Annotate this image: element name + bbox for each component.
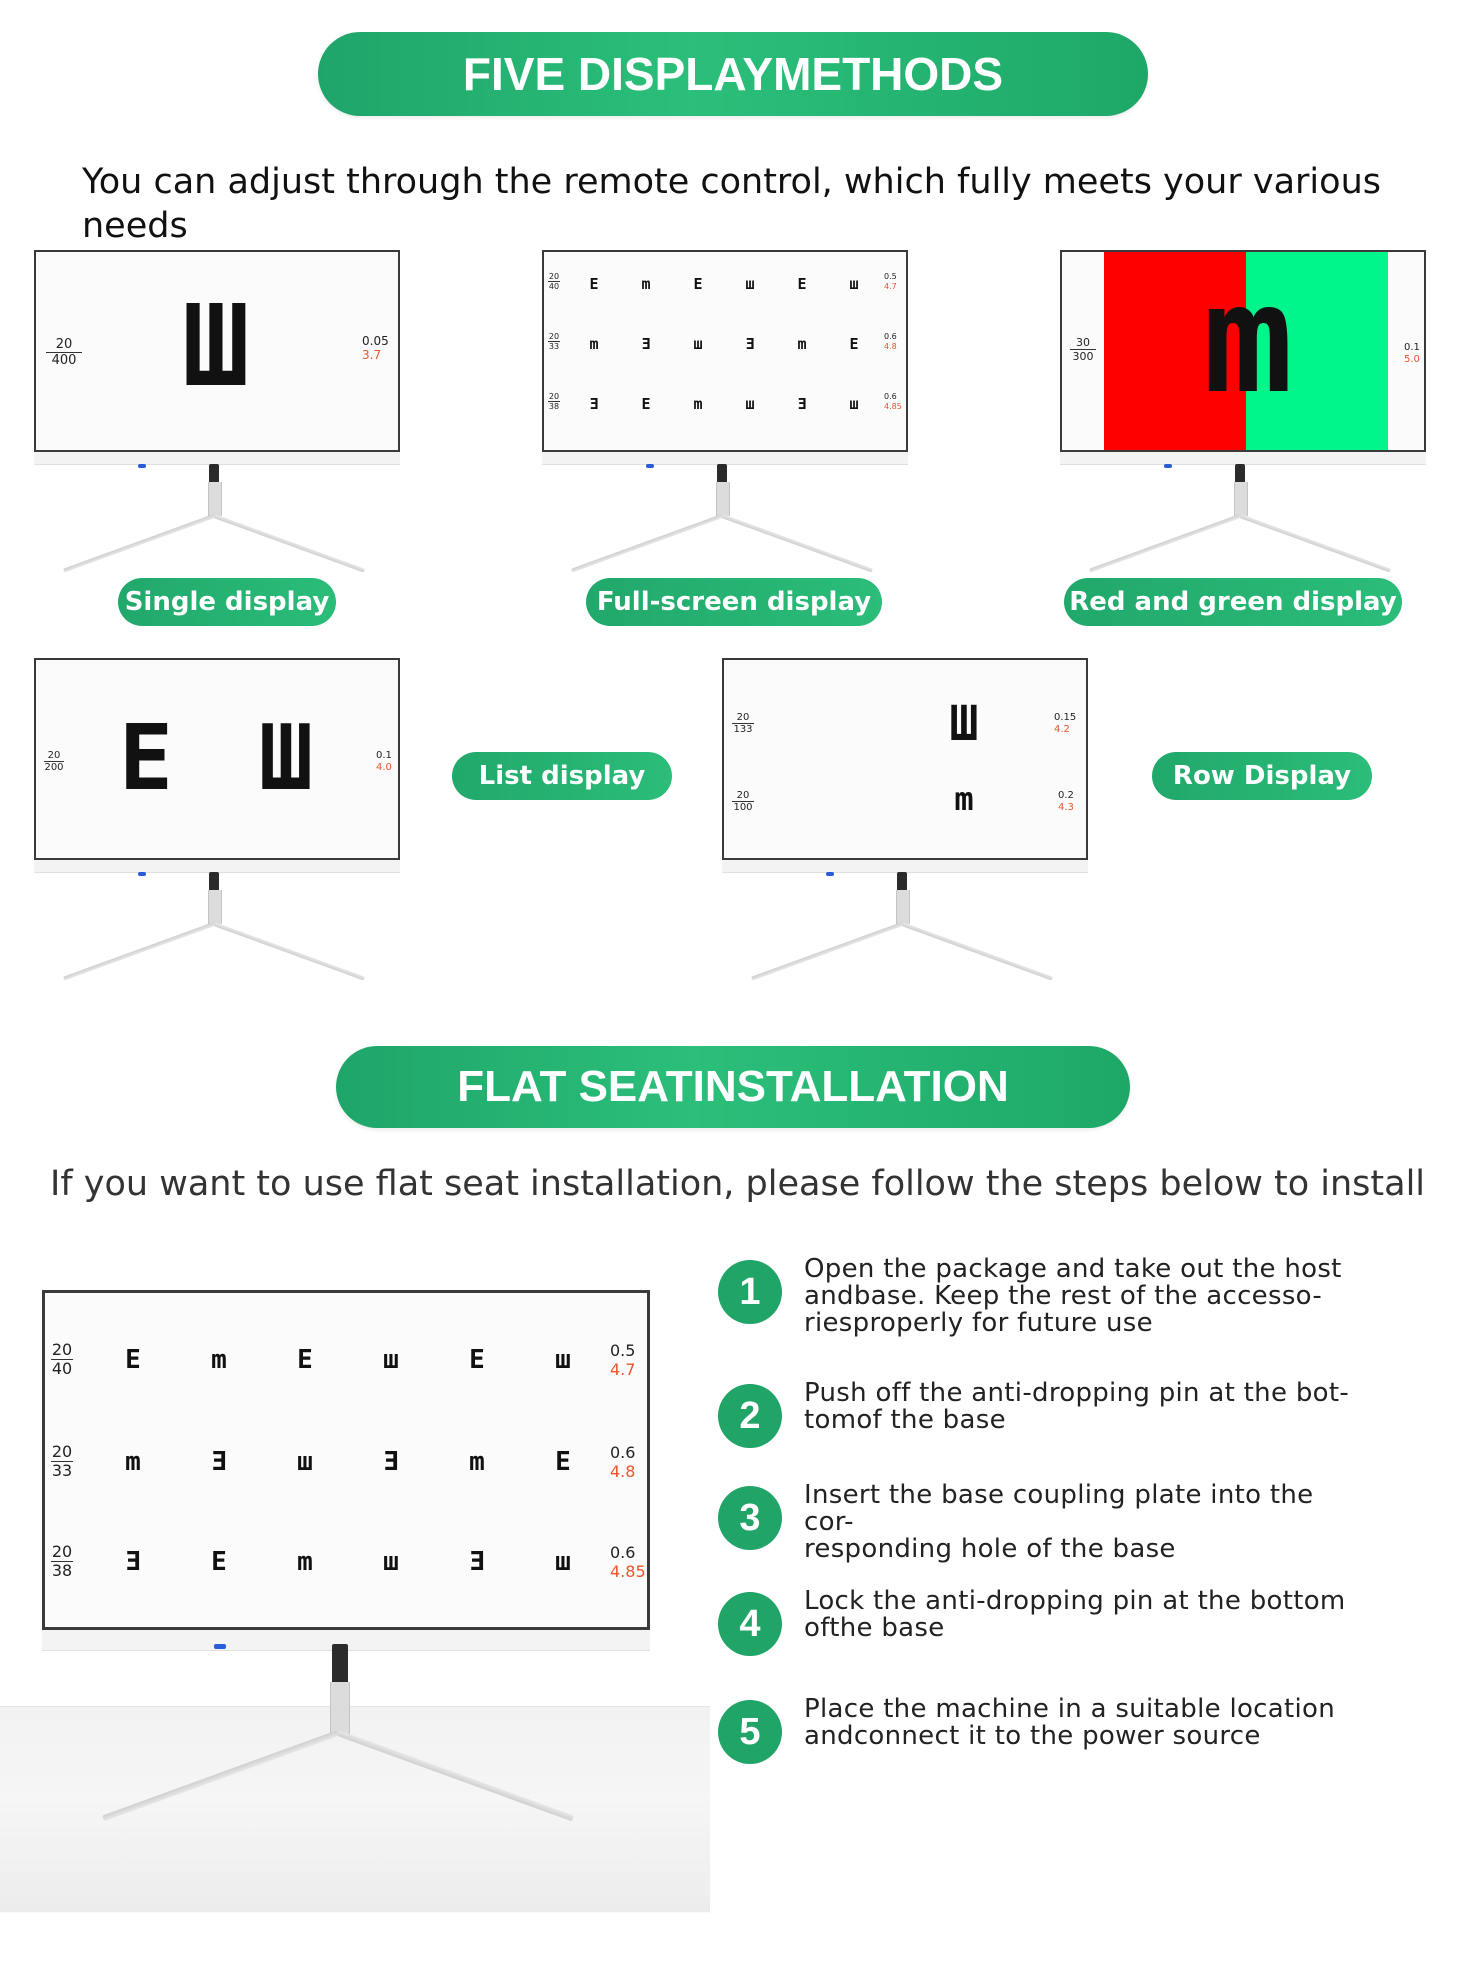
acuity-score bbox=[610, 1543, 646, 1581]
fraction-denominator: 33 bbox=[548, 342, 560, 351]
label-single-display: Single display bbox=[118, 578, 336, 626]
step-text bbox=[804, 1482, 1364, 1563]
step-text-line: Lock the anti-dropping pin at the bottom bbox=[804, 1586, 1346, 1616]
power-led bbox=[138, 872, 146, 876]
step-text-line: Push off the anti-dropping pin at the bot- bbox=[804, 1378, 1350, 1408]
step-number-5: 5 bbox=[718, 1700, 782, 1764]
step-text-line: tomof the base bbox=[804, 1405, 1006, 1435]
acuity-fraction bbox=[548, 392, 560, 411]
fraction-denominator: 38 bbox=[548, 402, 560, 411]
step-text bbox=[804, 1696, 1364, 1750]
fraction-numerator: 20 bbox=[51, 1542, 73, 1561]
section-title: FLAT SEATINSTALLATION bbox=[457, 1062, 1009, 1111]
optotype: m bbox=[211, 1345, 227, 1375]
optotype: E bbox=[797, 275, 807, 293]
section-subtitle: You can adjust through the remote control, which fully meets your various needs bbox=[82, 162, 1381, 246]
acuity-fraction bbox=[51, 1443, 73, 1480]
optotype: Ш bbox=[182, 282, 250, 412]
power-led bbox=[214, 1644, 226, 1649]
score-logmar: 4.85 bbox=[610, 1562, 646, 1582]
optotype: m bbox=[125, 1447, 141, 1477]
optotype: m bbox=[469, 1447, 485, 1477]
monitor-screen bbox=[34, 658, 400, 860]
optotype: Ǝ bbox=[797, 395, 807, 413]
optotype: ш bbox=[383, 1345, 399, 1375]
score-decimal: 0.6 bbox=[610, 1543, 636, 1562]
optotype: E bbox=[469, 1345, 485, 1375]
stand-neck bbox=[1235, 464, 1245, 484]
step-text-line: responding hole of the base bbox=[804, 1534, 1176, 1564]
optotype: Ǝ bbox=[469, 1547, 485, 1577]
optotype: Ш bbox=[258, 706, 314, 811]
fraction-numerator: 20 bbox=[51, 1442, 73, 1461]
acuity-fraction bbox=[51, 1341, 73, 1378]
optotype: E bbox=[849, 335, 859, 353]
optotype: ш bbox=[555, 1547, 571, 1577]
stand-leg-right bbox=[213, 514, 365, 572]
optotype: ш bbox=[297, 1447, 313, 1477]
optotype: ш bbox=[849, 275, 859, 293]
optotype: Ǝ bbox=[641, 335, 651, 353]
score-decimal: 0.6 bbox=[884, 332, 897, 341]
section-title-banner bbox=[336, 1046, 1130, 1128]
label-redgreen-display: Red and green display bbox=[1064, 578, 1402, 626]
step-text-line: Insert the base coupling plate into the cor- bbox=[804, 1480, 1314, 1537]
step-text-line: Open the package and take out the host bbox=[804, 1254, 1342, 1284]
stand-column bbox=[896, 890, 910, 924]
acuity-fraction bbox=[548, 332, 560, 351]
step-text-line: ofthe base bbox=[804, 1613, 945, 1643]
stand-leg-left bbox=[1089, 514, 1241, 572]
stand-leg-right bbox=[337, 1730, 574, 1821]
step-number-4: 4 bbox=[718, 1592, 782, 1656]
acuity-score: 0.1 5.0 bbox=[1404, 342, 1420, 365]
optotype: Ǝ bbox=[383, 1447, 399, 1477]
acuity-score bbox=[884, 272, 897, 291]
stand-leg-left bbox=[571, 514, 723, 572]
label-row-display: Row Display bbox=[1152, 752, 1372, 800]
stand-leg-left bbox=[63, 514, 215, 572]
monitor-row-display bbox=[722, 658, 1088, 958]
optotype: Ǝ bbox=[125, 1547, 141, 1577]
label-list-display: List display bbox=[452, 752, 672, 800]
monitor-fullscreen-display bbox=[542, 250, 908, 550]
optotype: m bbox=[297, 1547, 313, 1577]
stand-leg-right bbox=[213, 922, 365, 980]
acuity-score bbox=[610, 1443, 635, 1481]
step-text bbox=[804, 1588, 1364, 1642]
fraction-denominator: 38 bbox=[51, 1561, 73, 1580]
acuity-score: 0.15 4.2 bbox=[1054, 712, 1077, 735]
acuity-fraction: $\frac{20}{133}$ bbox=[733, 712, 753, 735]
fraction-denominator: 33 bbox=[51, 1461, 73, 1480]
optotype: E bbox=[211, 1547, 227, 1577]
acuity-score: 0.1 4.0 bbox=[376, 750, 392, 773]
optotype: E bbox=[693, 275, 703, 293]
optotype: ш bbox=[555, 1345, 571, 1375]
score-logmar: 4.85 bbox=[884, 401, 902, 411]
stand-neck bbox=[209, 464, 219, 484]
optotype: E bbox=[589, 275, 599, 293]
acuity-fraction: $\frac{30}{300}$ bbox=[1070, 336, 1096, 363]
score-logmar: 4.8 bbox=[610, 1462, 636, 1482]
power-led bbox=[646, 464, 654, 468]
stand-neck bbox=[332, 1644, 348, 1684]
optotype: Ǝ bbox=[211, 1447, 227, 1477]
fraction-numerator: 20 bbox=[51, 1340, 73, 1359]
section-title-banner bbox=[318, 32, 1148, 116]
step-number-1: 1 bbox=[718, 1260, 782, 1324]
optotype: Ш bbox=[949, 696, 979, 752]
optotype: E bbox=[125, 1345, 141, 1375]
optotype: m bbox=[641, 275, 651, 293]
stand-column bbox=[330, 1682, 350, 1734]
optotype: E bbox=[555, 1447, 571, 1477]
stand-column bbox=[1234, 482, 1248, 516]
acuity-fraction: $\frac{20}{200}$ bbox=[44, 750, 64, 773]
optotype: ш bbox=[849, 395, 859, 413]
fraction-denominator: 40 bbox=[51, 1359, 73, 1378]
section-title: FIVE DISPLAYMETHODS bbox=[462, 48, 1004, 100]
optotype: m bbox=[589, 335, 599, 353]
stand-column bbox=[716, 482, 730, 516]
step-text-line: andbase. Keep the rest of the accesso- bbox=[804, 1281, 1323, 1311]
monitor-screen bbox=[34, 250, 400, 452]
stand-neck bbox=[209, 872, 219, 892]
fraction-numerator: 20 bbox=[548, 332, 560, 341]
score-logmar: 4.7 bbox=[610, 1360, 636, 1380]
acuity-score bbox=[884, 332, 897, 351]
monitor-screen bbox=[42, 1290, 650, 1630]
score-decimal: 0.5 bbox=[610, 1341, 636, 1360]
score-decimal: 0.6 bbox=[610, 1443, 636, 1462]
step-number-3: 3 bbox=[718, 1486, 782, 1550]
monitor-screen bbox=[1060, 250, 1426, 452]
optotype: m bbox=[1202, 253, 1294, 427]
monitor-screen bbox=[542, 250, 908, 452]
optotype: ш bbox=[745, 275, 755, 293]
optotype: E bbox=[118, 706, 174, 811]
optotype: m bbox=[954, 780, 974, 818]
optotype: m bbox=[693, 395, 703, 413]
acuity-score bbox=[610, 1341, 635, 1379]
acuity-score bbox=[884, 392, 902, 411]
monitor-screen bbox=[722, 658, 1088, 860]
fraction-denominator: 40 bbox=[548, 282, 560, 291]
optotype: ш bbox=[383, 1547, 399, 1577]
label-fullscreen-display: Full-screen display bbox=[586, 578, 882, 626]
acuity-fraction: $\frac{20}{100}$ bbox=[733, 790, 753, 813]
step-text-line: andconnect it to the power source bbox=[804, 1721, 1261, 1751]
stand-leg-left bbox=[751, 922, 903, 980]
stand-leg-right bbox=[901, 922, 1053, 980]
stand-column bbox=[208, 890, 222, 924]
power-led bbox=[826, 872, 834, 876]
acuity-score: 0.2 4.3 bbox=[1058, 790, 1074, 813]
fraction-numerator: 20 bbox=[548, 392, 560, 401]
power-led bbox=[1164, 464, 1172, 468]
stand-leg-right bbox=[721, 514, 873, 572]
optotype: ш bbox=[745, 395, 755, 413]
acuity-score: 0.05 3.7 bbox=[362, 334, 389, 363]
optotype: E bbox=[297, 1345, 313, 1375]
optotype: Ǝ bbox=[589, 395, 599, 413]
step-text bbox=[804, 1380, 1364, 1434]
step-text-line: riesproperly for future use bbox=[804, 1308, 1153, 1338]
score-logmar: 4.7 bbox=[884, 281, 897, 291]
acuity-fraction: $\frac{20}{400}$ bbox=[46, 337, 82, 368]
acuity-fraction bbox=[548, 272, 560, 291]
score-logmar: 4.8 bbox=[884, 341, 897, 351]
stand-neck bbox=[717, 464, 727, 484]
power-led bbox=[138, 464, 146, 468]
stand-column bbox=[208, 482, 222, 516]
score-decimal: 0.5 bbox=[884, 272, 897, 281]
stand-leg-left bbox=[63, 922, 215, 980]
acuity-fraction bbox=[51, 1543, 73, 1580]
fraction-numerator: 20 bbox=[548, 272, 560, 281]
step-text-line: Place the machine in a suitable location bbox=[804, 1694, 1336, 1724]
optotype: E bbox=[641, 395, 651, 413]
stand-neck bbox=[897, 872, 907, 892]
stand-leg-left bbox=[102, 1730, 339, 1821]
optotype: ш bbox=[693, 335, 703, 353]
stand-leg-right bbox=[1239, 514, 1391, 572]
score-decimal: 0.6 bbox=[884, 392, 897, 401]
monitor-list-display bbox=[34, 658, 400, 958]
monitor-redgreen-display bbox=[1060, 250, 1426, 550]
section-subtitle: If you want to use flat seat installation, please follow the steps below to install bbox=[50, 1164, 1426, 1204]
step-text bbox=[804, 1256, 1364, 1337]
optotype: m bbox=[797, 335, 807, 353]
step-number-2: 2 bbox=[718, 1384, 782, 1448]
optotype: Ǝ bbox=[745, 335, 755, 353]
monitor-large-chart bbox=[42, 1290, 650, 1810]
monitor-single-display bbox=[34, 250, 400, 550]
